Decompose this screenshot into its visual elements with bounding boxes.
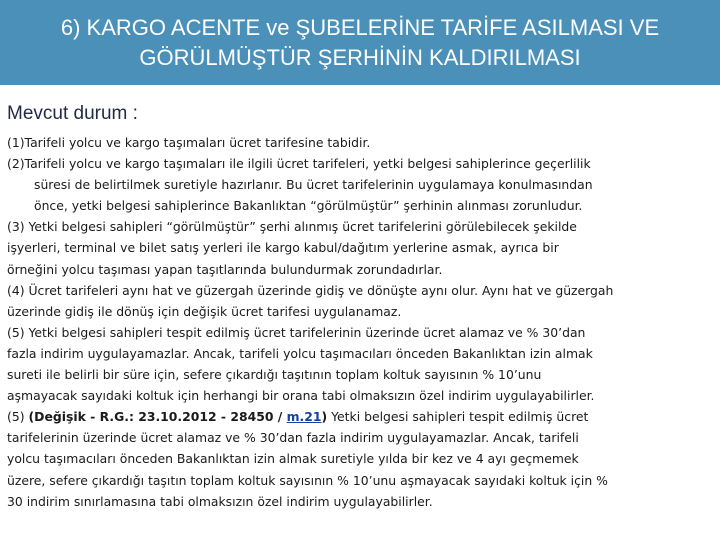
paragraph-4-line-2: üzerinde gidiş ile dönüş için değişik ücret tarifesi uygulanamaz. [7,303,402,319]
paragraph-5-line-3: sureti ile belirli bir süre için, sefere çıkardığı taşıtının toplam koltuk sayısının % 10’unu [7,367,542,383]
paragraph-6-line-5: 30 indirim sınırlamasına tabi olmaksızın özel indirim uygulayabilirler. [7,493,433,509]
amendment-note-open: (Değişik - R.G.: 23.10.2012 - 28450 / [28,409,287,425]
paragraph-2-line-3: önce, yetki belgesi sahiplerince Bakanlıktan “görülmüştür” şerhinin alınması zorunludur. [34,198,583,214]
article-link[interactable]: m.21 [286,409,322,425]
paragraph-5-line-2: fazla indirim uygulayamazlar. Ancak, tarifeli yolcu taşımacıları önceden Bakanlıktan izin almak [7,345,593,361]
paragraph-1: (1)Tarifeli yolcu ve kargo taşımaları ücret tarifesine tabidir. [7,135,371,150]
body-text [7,132,719,512]
amendment-note-close: ) [321,409,328,425]
paragraph-5-line-1: (5) Yetki belgesi sahipleri tespit edilmiş ücret tarifelerinin üzerinde ücret alamaz ve % 30’dan [7,324,586,340]
paragraph-6-line-2: tarifelerinin üzerinde ücret alamaz ve % 30’dan fazla indirim uygulayamazlar. Ancak, tarifeli [7,430,579,446]
title-line-2: GÖRÜLMÜŞTÜR ŞERHİNİN KALDIRILMASI [139,44,581,70]
paragraph-6-prefix: (5) [7,409,29,425]
paragraph-6-line-4: üzere, sefere çıkardığı taşıtın toplam koltuk sayısının % 10’unu aşmayacak sayıdaki koltuk için % [7,472,608,488]
paragraph-6-line-3: yolcu taşımacıları önceden Bakanlıktan izin almak suretiyle yılda bir kez ve 4 ayı geçmemek [7,451,579,467]
paragraph-3-line-2: işyerleri, terminal ve bilet satış yerleri ile kargo kabul/dağıtım yerlerine asmak, ayrıca bir [7,240,559,256]
title-banner [0,0,720,85]
paragraph-4-line-1: (4) Ücret tarifeleri aynı hat ve güzergah üzerinde gidiş ve dönüşte aynı olur. Aynı hat ve güzergah [7,282,614,298]
title-line-1: 6) KARGO ACENTE ve ŞUBELERİNE TARİFE ASILMASI VE [60,14,660,40]
paragraph-3-line-3: örneğini yolcu taşıması yapan taşıtlarında bulundurmak zorundadırlar. [7,261,443,277]
paragraph-6-line-1-rest: Yetki belgesi sahipleri tespit edilmiş ücret [327,409,589,425]
paragraph-2-line-2: süresi de belirtilmek suretiyle hazırlanır. Bu ücret tarifelerinin uygulamaya konulmasından [34,177,593,193]
paragraph-2-line-1: (2)Tarifeli yolcu ve kargo taşımaları ile ilgili ücret tarifeleri, yetki belgesi sahiplerince geçerlilik [7,156,591,172]
paragraph-3-line-1: (3) Yetki belgesi sahipleri “görülmüştür” şerhi alınmış ücret tarifelerini görülebilecek şekilde [7,219,577,235]
section-subtitle: Mevcut durum : [7,103,138,124]
paragraph-6-line-1 [7,406,719,427]
paragraph-5-line-4: aşmayacak sayıdaki koltuk için herhangi bir orana tabi olmaksızın özel indirim uygulayabilirler. [7,388,595,404]
